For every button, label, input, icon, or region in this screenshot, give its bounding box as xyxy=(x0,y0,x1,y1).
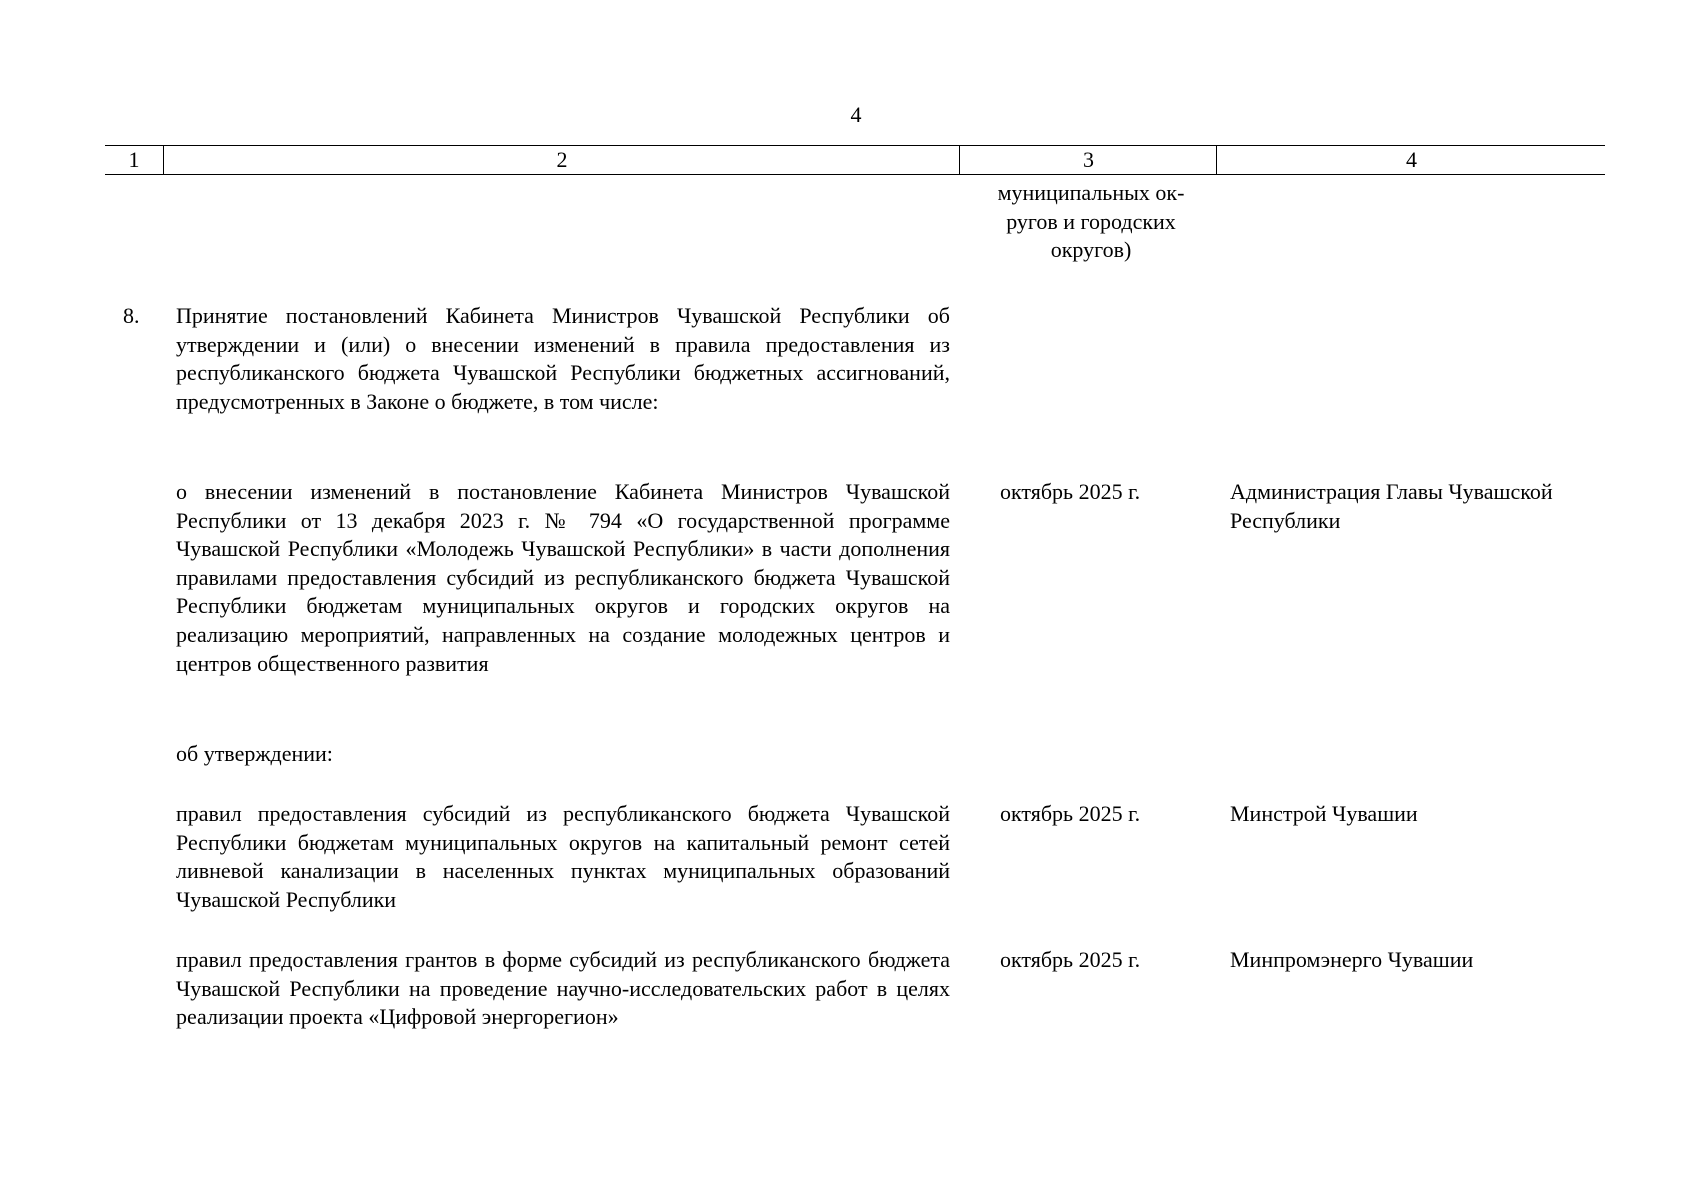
table-header-row xyxy=(105,145,1605,175)
measure-description: правил предоставления грантов в форме субсидий из республиканского бюджета Чувашской Республики на проведение научно-исследовательских работ в целях реализации проекта «Цифровой энергорегион» xyxy=(176,947,950,1030)
deadline-cell: октябрь 2025 г. xyxy=(1000,801,1141,826)
column-header-2: 2 xyxy=(163,146,960,174)
column-header-3: 3 xyxy=(959,146,1217,174)
continuation-line: округов) xyxy=(1050,237,1132,263)
responsible-cell: Минпромэнерго Чувашии xyxy=(1230,947,1474,972)
deadline-cell: октябрь 2025 г. xyxy=(1000,947,1141,972)
column-header-1: 1 xyxy=(128,147,140,172)
measure-description: правил предоставления субсидий из республиканского бюджета Чувашской Республики бюджетам муниципальных округов на капитальный ремонт сетей ливневой канализации в населенных пунктах муниципальных образований Чувашской Республики xyxy=(176,801,950,912)
item-number: 8. xyxy=(123,303,140,328)
deadline-cell: октябрь 2025 г. xyxy=(1000,479,1141,504)
item-heading: Принятие постановлений Кабинета Министров Чувашской Республики об утверждении и (или) о внесении изменений в правила предоставления из республиканского бюджета Чувашской Республики бюджетных ассигнований, предусмотренных в Законе о бюджете, в том числе: xyxy=(176,303,950,414)
measure-description: о внесении изменений в постановление Кабинета Министров Чувашской Республики от 13 декабря 2023 г. № 794 «О государственной программе Чувашской Республики «Молодежь Чувашской Республики» в части дополнения правилами предоставления субсидий из республиканского бюджета Чувашской Республики бюджетам муниципальных округов и городских округов на реализацию мероприятий, направленных на создание молодежных центров и центров общественного развития xyxy=(176,479,950,676)
responsible-cell: Администрация Главы Чувашской Республики xyxy=(1230,479,1553,533)
subheading: об утверждении: xyxy=(176,741,333,766)
continuation-line: муниципальных ок- xyxy=(997,180,1185,205)
responsible-cell: Минстрой Чувашии xyxy=(1230,801,1418,826)
continuation-deadline-cell xyxy=(966,179,1216,265)
column-header-4: 4 xyxy=(1216,146,1606,174)
page-number: 4 xyxy=(850,102,862,127)
continuation-line: ругов и городских xyxy=(1006,208,1176,234)
